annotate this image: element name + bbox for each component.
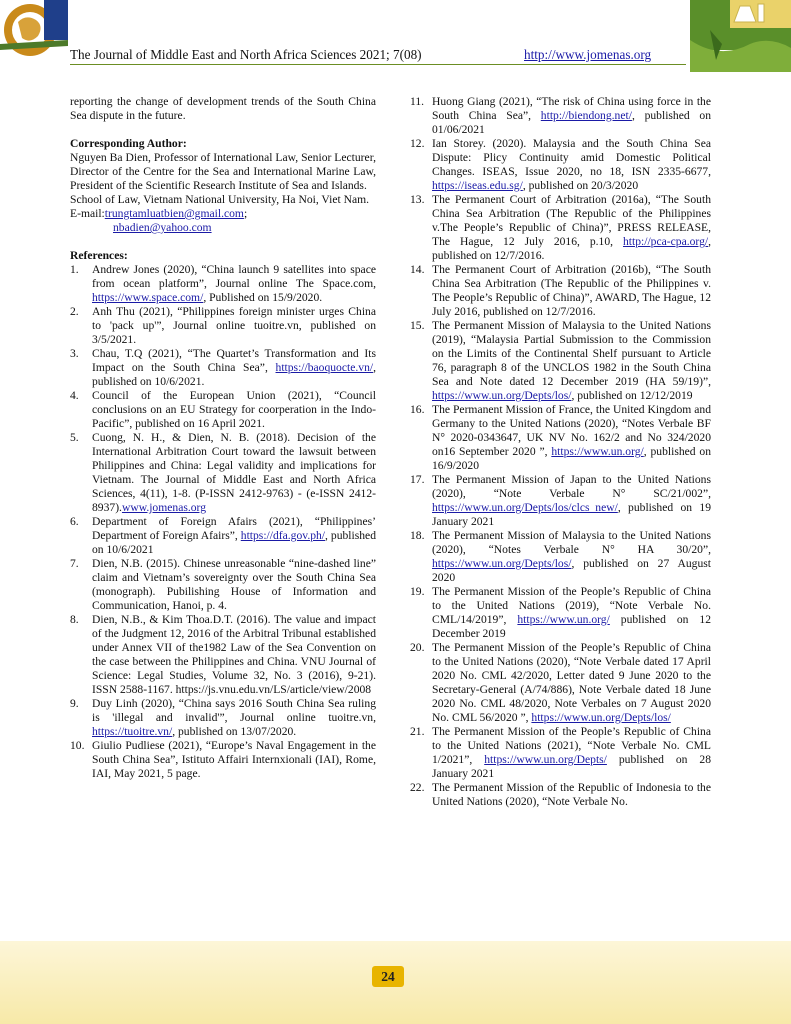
reference-item [410,193,711,263]
reference-item [410,641,711,725]
references-list-left [70,263,376,781]
reference-text [432,529,711,585]
reference-item [410,403,711,473]
reference-body: The Permanent Mission of Japan to the United Nations (2020), “Note Verbale N° SC/21/002”, [432,473,711,500]
reference-text [92,515,376,557]
reference-number: 21. [410,725,425,738]
reference-tail: published on 28 January 2021 [432,753,712,780]
reference-number: 4. [70,389,79,402]
reference-number: 11. [410,95,425,108]
reference-item [70,305,376,347]
reference-item [70,515,376,557]
reference-body: The Permanent Mission of the Republic of Indonesia to the United Nations (2020), “Note Verbale No. [432,781,711,808]
reference-item [410,263,711,319]
reference-text [432,193,711,263]
reference-link[interactable]: https://tuoitre.vn/ [92,725,173,738]
reference-text [432,137,711,193]
reference-link[interactable]: www.jomenas.org [121,501,206,514]
reference-link[interactable]: https://www.un.org/ [551,445,644,458]
reference-tail: , published on 27 August 2020 [432,557,711,584]
reference-tail: , published on 16/9/2020 [432,445,712,472]
reference-item [410,473,711,529]
reference-link[interactable]: http://pca-cpa.org/ [622,235,709,248]
reference-number: 8. [70,613,79,626]
reference-body: Cuong, N. H., & Dien, N. B. (2018). Decision of the International Arbitration Court toward the lawsuit between Philippines and China: Legal validity and implications for Vietnam. The Journal of Middle East and North Africa Sciences, 4(11), 1-8. (P-ISSN 2412-9763) - (e-ISSN 2412-8937). [92,431,376,514]
reference-text [432,95,711,137]
reference-body: Huong Giang (2021), “The risk of China using force in the South China Sea”, [432,95,711,122]
reference-text [92,697,376,739]
email-link-2[interactable]: nbadien@yahoo.com [113,221,212,234]
reference-number: 13. [410,193,425,206]
reference-text [92,305,376,347]
reference-text [92,431,376,515]
reference-item [70,697,376,739]
reference-link[interactable]: https://baoquocte.vn/ [275,361,374,374]
reference-link[interactable]: https://www.un.org/Depts/ [484,753,607,766]
reference-tail: , published on 10/6/2021. [92,361,376,388]
reference-text [92,389,376,431]
reference-body: Dien, N.B. (2015). Chinese unreasonable “nine-dashed line” claim and Vietnam’s sovereignty over the South China Sea (monograph). Pubilishing House of Information and Communication, Hanoi, p. 4. [92,557,376,612]
reference-text [432,725,711,781]
reference-body: The Permanent Mission of France, the United Kingdom and Germany to the United Nations (2020), “Notes Verbale BF N° 2020-0343647, UK NV No. 162/2 and No 324/2020 on16 September 2020 ”, [432,403,711,458]
reference-item [410,725,711,781]
header-divider [70,64,686,65]
reference-text [432,473,711,529]
reference-body: Dien, N.B., & Kim Thoa.D.T. (2016). The value and impact of the Judgment 12, 2016 of the Arbitral Tribunal established under Annex VII of the1982 Law of the Sea Convention on the case between the Philippines and China. VNU Journal of Science: Legal Studies, Volume 32, No. 3 (2016), 9-21). ISSN 2588-1167. https://js.vnu.edu.vn/LS/article/view/2008 [92,613,376,696]
reference-link[interactable]: https://www.un.org/Depts/los/ [531,711,671,724]
reference-tail: , published on 01/06/2021 [432,109,712,136]
reference-number: 19. [410,585,425,598]
reference-tail: , published on 20/3/2020 [522,179,639,192]
reference-number: 5. [70,431,79,444]
reference-tail: , published on 12/7/2016. [432,235,711,262]
reference-item [70,263,376,305]
reference-body: Department of Foreign Afairs (2021), “Philippines’ Department of Foreign Afairs”, [92,515,376,542]
reference-item [410,529,711,585]
reference-body: The Permanent Mission of Malaysia to the United Nations (2019), “Malaysia Partial Submission to the Commission on the Limits of the Continental Shelf pursuant to Article 76, paragraph 8 of the UNCLOS 1982 in the South China Sea and Note dated 12 December 2019 (HA 59/19)”, [432,319,711,388]
journal-logo-right [690,0,791,72]
reference-body: The Permanent Mission of Malaysia to the United Nations (2020), “Notes Verbale N° HA 30/20”, [432,529,711,556]
reference-text [92,739,376,781]
reference-tail: , Published on 15/9/2020. [203,291,323,304]
reference-body: Andrew Jones (2020), “China launch 9 satellites into space from ocean platform”, Journal online The Space.com, [92,263,376,290]
reference-text [92,557,376,613]
reference-item [410,781,711,809]
reference-text [432,319,711,403]
page-number: 24 [372,966,404,987]
reference-body: The Permanent Mission of the People’s Republic of China to the United Nations (2020), “Note Verbale dated 17 April 2020 No. CML 42/2020, Letter dated 9 June 2020 to the Secretary-General (A/74/886), Note Verbale dated 18 June 2020 No. CML 48/2020, Note Verbales on 7 August 2020 No. CML 56/2020 ”, [432,641,711,724]
reference-number: 17. [410,473,425,486]
reference-text [432,263,711,319]
reference-body: Giulio Pudliese (2021), “Europe’s Naval Engagement in the South China Sea”, Istituto Affairi Internxionali (IAI), Rome, IAI, May 2021, 5 page. [92,739,376,780]
reference-number: 9. [70,697,79,710]
reference-number: 1. [70,263,79,276]
reference-body: Ian Storey. (2020). Malaysia and the South China Sea Dispute: Plicy Continuity amid Domestic Political Changes. ISEAS, Issue 2020, no 18, ISN 2335-6677, [432,137,711,178]
corresponding-author-heading: Corresponding Author: [70,137,187,150]
reference-tail: , published on 12/12/2019 [571,389,693,402]
reference-number: 14. [410,263,425,276]
reference-text [432,585,711,641]
reference-body: Anh Thu (2021), “Philippines foreign minister urges China to 'pack up'”, Journal online tuoitre.vn, published on 3/5/2021. [92,305,376,346]
reference-number: 18. [410,529,425,542]
journal-title: The Journal of Middle East and North Africa Sciences 2021; 7(08) [70,47,422,62]
reference-number: 20. [410,641,425,654]
reference-tail: , published on 19 January 2021 [432,501,711,528]
reference-link[interactable]: https://iseas.edu.sg/ [432,179,523,192]
reference-text [92,613,376,697]
reference-item [70,739,376,781]
reference-number: 7. [70,557,79,570]
reference-item [410,95,711,137]
journal-logo-left [0,0,68,70]
reference-body: The Permanent Court of Arbitration (2016b), “The South China Sea Arbitration (The Republic of the Philippines v. The People’s Republic of China)”, AWARD, The Hague, 12 July 2016, published on 12/7/2016. [432,263,711,318]
reference-item [70,557,376,613]
references-list-right [410,95,711,809]
reference-link[interactable]: https://www.un.org/Depts/los/ [432,557,572,570]
reference-text [432,403,711,473]
corresponding-author-school: School of Law, Vietnam National University, Ha Noi, Viet Nam. [70,193,370,206]
email-link-1[interactable]: trungtamluatbien@gmail.com [104,207,244,220]
reference-link[interactable]: http://biendong.net/ [540,109,632,122]
reference-link[interactable]: https://www.un.org/ [517,613,610,626]
reference-link[interactable]: https://dfa.gov.ph/ [240,529,326,542]
reference-tail: , published on 10/6/2021 [92,529,376,556]
reference-number: 15. [410,319,425,332]
reference-number: 10. [70,739,85,752]
reference-link[interactable]: https://www.un.org/Depts/los/ [432,389,572,402]
reference-link[interactable]: https://www.space.com/ [92,291,204,304]
reference-number: 3. [70,347,79,360]
reference-body: Council of the European Union (2021), “Council conclusions on an EU Strategy for coorperation in the Indo-Pacific”, published on 16 April 2021. [92,389,376,430]
reference-tail: , published on 13/07/2020. [172,725,297,738]
reference-text [432,781,711,809]
reference-item [70,431,376,515]
reference-text [92,263,376,305]
reference-number: 12. [410,137,425,150]
reference-body: Chau, T.Q (2021), “The Quartet’s Transformation and Its Impact on the South China Sea”, [92,347,376,374]
reference-link[interactable]: https://www.un.org/Depts/los/clcs_new/ [432,501,618,514]
reference-item [70,347,376,389]
references-heading: References: [70,249,128,262]
reference-text [432,641,711,725]
reference-number: 16. [410,403,425,416]
right-column [410,95,711,809]
reference-item [410,319,711,403]
reference-text [92,347,376,389]
reference-body: The Permanent Mission of the People’s Republic of China to the United Nations (2021), “Note Verbale No. CML 1/2021”, [432,725,711,766]
reference-item [70,613,376,697]
reference-body: Duy Linh (2020), “China says 2016 South China Sea ruling is 'illegal and invalid'”, Journal online tuoitre.vn, [92,697,376,724]
reference-body: The Permanent Court of Arbitration (2016a), “The South China Sea Arbitration (The Republic of the Philippines v.The People’s Republic of China)”, PRESS RELEASE, The Hague, 12 July 2016, p.10, [432,193,711,248]
reference-number: 2. [70,305,79,318]
reference-body: The Permanent Mission of the People’s Republic of China to the United Nations (2019), “Note Verbale No. CML/14/2019”, [432,585,711,626]
page-header [0,0,791,70]
reference-item [70,389,376,431]
intro-paragraph: reporting the change of development trends of the South China Sea dispute in the future. [70,95,376,122]
reference-item [410,585,711,641]
reference-number: 6. [70,515,79,528]
reference-number: 22. [410,781,425,794]
journal-url-link[interactable]: http://www.jomenas.org [524,47,652,62]
reference-item [410,137,711,193]
left-column [70,95,376,781]
email-line: E-mail:trungtamluatbien@gmail.com; [70,207,248,220]
reference-tail: published on 12 December 2019 [432,613,712,640]
corresponding-author-body: Nguyen Ba Dien, Professor of International Law, Senior Lecturer, Director of the Centre for the Sea and International Marine Law, President of the Scientific Research Institute of Sea and Islands. [70,151,376,192]
email-line-2 [70,221,376,235]
